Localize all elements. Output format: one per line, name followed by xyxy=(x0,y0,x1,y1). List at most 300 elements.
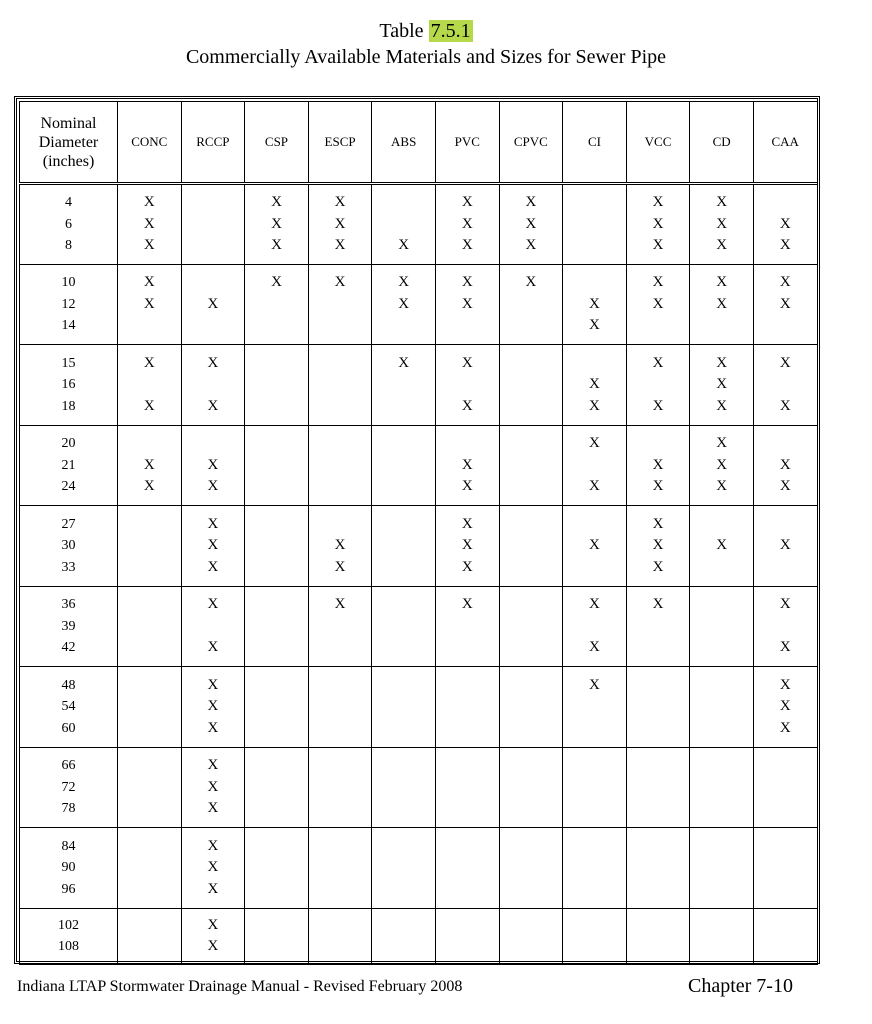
availability-mark: X xyxy=(589,376,600,392)
availability-mark xyxy=(500,915,563,937)
availability-cell-rccp xyxy=(181,586,245,667)
availability-cell-caa xyxy=(753,667,817,748)
diameter-value: 66 xyxy=(61,758,76,773)
availability-mark: X xyxy=(461,558,473,575)
availability-cell-pvc xyxy=(435,345,499,426)
availability-mark xyxy=(245,514,308,536)
availability-mark xyxy=(372,755,435,777)
table-title-line xyxy=(0,18,852,44)
availability-mark xyxy=(372,637,435,659)
diameter-cell xyxy=(20,747,118,828)
availability-cell-csp xyxy=(245,345,309,426)
availability-mark xyxy=(500,455,563,477)
availability-cell-ci xyxy=(563,264,627,345)
header-line: Nominal xyxy=(40,114,97,132)
availability-mark: X xyxy=(143,456,155,473)
diameter-value: 42 xyxy=(61,640,76,655)
diameter-value: 6 xyxy=(65,216,72,232)
availability-mark xyxy=(118,836,181,858)
availability-mark: X xyxy=(334,537,346,553)
availability-cell-conc xyxy=(118,425,182,506)
availability-mark xyxy=(436,936,499,958)
availability-mark: X xyxy=(652,456,664,473)
availability-mark xyxy=(500,836,563,858)
availability-mark xyxy=(436,637,499,659)
availability-cell-escp xyxy=(308,747,372,828)
diameter-cell xyxy=(20,667,118,748)
availability-mark: X xyxy=(334,215,346,232)
availability-mark: X xyxy=(779,596,791,612)
availability-cell-pvc xyxy=(435,747,499,828)
availability-mark: X xyxy=(207,880,219,897)
availability-cell-escp xyxy=(308,667,372,748)
diameter-cell xyxy=(20,345,118,426)
availability-cell-caa xyxy=(753,345,817,426)
availability-cell-cpvc xyxy=(499,184,563,265)
availability-mark: X xyxy=(716,194,728,210)
availability-mark: X xyxy=(271,215,282,232)
availability-mark xyxy=(245,315,308,337)
availability-cell-ci xyxy=(563,345,627,426)
availability-mark: X xyxy=(779,397,791,414)
availability-mark: X xyxy=(143,215,155,232)
diameter-value: 24 xyxy=(61,479,76,494)
availability-cell-conc xyxy=(118,345,182,426)
availability-cell-rccp xyxy=(181,345,245,426)
availability-cell-escp xyxy=(308,908,372,964)
availability-mark: X xyxy=(207,537,219,553)
header-line: Diameter xyxy=(38,133,99,151)
availability-mark: X xyxy=(589,676,600,693)
availability-cell-rccp xyxy=(181,667,245,748)
availability-mark xyxy=(500,315,563,337)
column-header-nominal-diameter xyxy=(20,102,118,184)
availability-cell-ci xyxy=(563,667,627,748)
availability-mark xyxy=(245,798,308,820)
availability-cell-escp xyxy=(308,345,372,426)
availability-mark: X xyxy=(334,558,346,575)
availability-mark: X xyxy=(716,376,728,392)
availability-mark xyxy=(309,675,372,697)
availability-cell-abs xyxy=(372,908,436,964)
availability-mark xyxy=(563,798,626,820)
diameter-cell xyxy=(20,908,118,964)
availability-cell-cpvc xyxy=(499,828,563,909)
availability-mark xyxy=(500,557,563,579)
availability-mark: X xyxy=(652,215,664,232)
availability-mark: X xyxy=(461,596,473,612)
column-header-pvc: PVC xyxy=(435,102,499,184)
availability-mark xyxy=(182,235,245,257)
availability-mark xyxy=(563,777,626,799)
availability-mark: X xyxy=(207,757,219,773)
availability-cell-cd xyxy=(690,345,754,426)
diameter-value: 21 xyxy=(61,457,76,473)
availability-mark: X xyxy=(461,237,473,253)
availability-mark: X xyxy=(652,274,664,290)
availability-mark xyxy=(245,455,308,477)
availability-mark xyxy=(372,214,435,236)
availability-cell-escp xyxy=(308,506,372,587)
availability-cell-cd xyxy=(690,184,754,265)
availability-mark xyxy=(563,192,626,214)
availability-cell-pvc xyxy=(435,586,499,667)
availability-mark: X xyxy=(779,719,791,736)
availability-mark xyxy=(245,936,308,958)
availability-cell-cd xyxy=(690,506,754,587)
availability-mark xyxy=(500,718,563,740)
availability-cell-abs xyxy=(372,828,436,909)
availability-cell-abs xyxy=(372,506,436,587)
diameter-value: 27 xyxy=(61,516,76,532)
availability-mark xyxy=(372,798,435,820)
table-row xyxy=(20,264,818,345)
availability-mark xyxy=(245,535,308,557)
availability-mark xyxy=(754,879,817,901)
availability-cell-abs xyxy=(372,264,436,345)
availability-mark xyxy=(245,294,308,316)
availability-mark xyxy=(563,879,626,901)
availability-mark: X xyxy=(398,295,410,312)
availability-cell-vcc xyxy=(626,184,690,265)
table-row xyxy=(20,667,818,748)
availability-mark xyxy=(627,857,690,879)
availability-mark xyxy=(500,594,563,616)
availability-mark xyxy=(690,915,753,937)
diameter-cell xyxy=(20,425,118,506)
availability-cell-escp xyxy=(308,828,372,909)
availability-cell-csp xyxy=(245,586,309,667)
availability-mark: X xyxy=(207,354,219,371)
table-row xyxy=(20,586,818,667)
diameter-value: 16 xyxy=(61,377,76,392)
availability-mark xyxy=(372,777,435,799)
availability-mark xyxy=(372,433,435,455)
availability-mark xyxy=(372,675,435,697)
availability-mark xyxy=(563,915,626,937)
diameter-cell xyxy=(20,506,118,587)
availability-mark: X xyxy=(716,397,728,414)
availability-mark: X xyxy=(716,435,728,451)
availability-mark: X xyxy=(652,558,664,575)
availability-mark xyxy=(563,755,626,777)
availability-mark: X xyxy=(461,537,473,553)
availability-mark xyxy=(309,836,372,858)
availability-mark xyxy=(372,476,435,498)
availability-cell-vcc xyxy=(626,586,690,667)
table-row xyxy=(20,828,818,909)
availability-mark xyxy=(245,915,308,937)
availability-cell-vcc xyxy=(626,828,690,909)
column-header-caa: CAA xyxy=(753,102,817,184)
availability-mark: X xyxy=(779,295,791,312)
availability-cell-ci xyxy=(563,747,627,828)
availability-cell-caa xyxy=(753,264,817,345)
availability-mark: X xyxy=(207,558,219,575)
availability-mark xyxy=(754,616,817,638)
availability-cell-vcc xyxy=(626,345,690,426)
diameter-value: 18 xyxy=(61,398,76,414)
availability-mark: X xyxy=(716,215,728,232)
availability-mark xyxy=(500,696,563,718)
availability-mark xyxy=(118,594,181,616)
availability-mark: X xyxy=(589,537,600,553)
availability-mark: X xyxy=(143,397,155,414)
availability-mark xyxy=(372,514,435,536)
availability-cell-rccp xyxy=(181,506,245,587)
availability-mark xyxy=(754,433,817,455)
availability-mark: X xyxy=(716,354,728,371)
availability-mark: X xyxy=(525,194,537,210)
availability-mark: X xyxy=(398,354,410,371)
availability-mark: X xyxy=(461,194,473,210)
availability-cell-conc xyxy=(118,667,182,748)
title-prefix: Table xyxy=(379,20,429,42)
availability-mark xyxy=(500,535,563,557)
availability-mark: X xyxy=(207,295,219,312)
table-number-highlight: 7.5.1 xyxy=(430,20,471,42)
diameter-value: 33 xyxy=(61,559,76,575)
availability-mark xyxy=(309,879,372,901)
diameter-value: 39 xyxy=(61,618,76,634)
availability-mark xyxy=(563,857,626,879)
availability-mark xyxy=(245,557,308,579)
availability-cell-cd xyxy=(690,425,754,506)
pipe-materials-table xyxy=(19,101,818,965)
availability-mark xyxy=(309,294,372,316)
availability-mark xyxy=(436,755,499,777)
availability-mark xyxy=(690,557,753,579)
diameter-value: 60 xyxy=(61,720,76,736)
availability-cell-cd xyxy=(690,264,754,345)
availability-mark: X xyxy=(207,676,219,693)
availability-mark xyxy=(436,675,499,697)
availability-cell-ci xyxy=(563,506,627,587)
availability-mark: X xyxy=(461,397,473,414)
availability-cell-conc xyxy=(118,908,182,964)
availability-mark: X xyxy=(334,194,346,210)
availability-mark xyxy=(372,836,435,858)
availability-mark: X xyxy=(271,194,282,210)
availability-mark xyxy=(500,675,563,697)
availability-mark: X xyxy=(716,478,728,494)
diameter-value: 102 xyxy=(58,917,79,933)
availability-mark xyxy=(500,374,563,396)
availability-mark xyxy=(563,514,626,536)
availability-cell-csp xyxy=(245,506,309,587)
availability-mark xyxy=(627,637,690,659)
availability-mark xyxy=(118,535,181,557)
availability-cell-cd xyxy=(690,667,754,748)
availability-mark xyxy=(245,396,308,418)
availability-mark xyxy=(563,214,626,236)
availability-mark xyxy=(309,374,372,396)
diameter-value: 20 xyxy=(61,436,76,451)
availability-mark xyxy=(309,936,372,958)
footer-manual-title: Indiana LTAP Stormwater Drainage Manual - Revised February 2008 xyxy=(17,978,463,995)
table-row xyxy=(20,345,818,426)
availability-mark: X xyxy=(207,800,219,816)
availability-cell-vcc xyxy=(626,667,690,748)
diameter-value: 84 xyxy=(61,838,76,854)
availability-mark xyxy=(563,557,626,579)
column-header-vcc: VCC xyxy=(626,102,690,184)
availability-cell-escp xyxy=(308,184,372,265)
availability-mark xyxy=(690,696,753,718)
table-row xyxy=(20,425,818,506)
availability-mark: X xyxy=(589,478,600,494)
diameter-value: 15 xyxy=(61,355,76,371)
availability-mark xyxy=(563,696,626,718)
table-header-row xyxy=(20,102,818,184)
availability-mark xyxy=(372,535,435,557)
availability-mark: X xyxy=(461,274,473,290)
availability-mark xyxy=(309,476,372,498)
availability-mark xyxy=(436,915,499,937)
availability-mark xyxy=(372,718,435,740)
diameter-value: 108 xyxy=(58,939,79,954)
availability-mark xyxy=(563,455,626,477)
availability-mark: X xyxy=(143,354,155,371)
footer-chapter-page: Chapter 7-10 xyxy=(688,975,793,997)
diameter-cell xyxy=(20,184,118,265)
availability-cell-caa xyxy=(753,184,817,265)
availability-mark xyxy=(309,857,372,879)
column-header-ci: CI xyxy=(563,102,627,184)
availability-mark: X xyxy=(461,354,473,371)
availability-cell-pvc xyxy=(435,184,499,265)
availability-mark: X xyxy=(207,456,219,473)
availability-cell-abs xyxy=(372,184,436,265)
availability-mark xyxy=(245,374,308,396)
availability-cell-abs xyxy=(372,425,436,506)
availability-mark: X xyxy=(143,295,155,312)
availability-mark xyxy=(436,836,499,858)
availability-mark xyxy=(372,696,435,718)
availability-mark xyxy=(690,857,753,879)
availability-mark: X xyxy=(525,274,537,290)
availability-cell-abs xyxy=(372,667,436,748)
availability-mark xyxy=(754,755,817,777)
availability-mark xyxy=(118,755,181,777)
availability-mark xyxy=(754,514,817,536)
availability-cell-ci xyxy=(563,184,627,265)
availability-mark xyxy=(118,374,181,396)
availability-mark xyxy=(372,857,435,879)
availability-mark xyxy=(309,353,372,375)
availability-cell-escp xyxy=(308,425,372,506)
availability-mark: X xyxy=(207,859,219,875)
availability-mark xyxy=(118,777,181,799)
availability-mark: X xyxy=(398,274,410,290)
availability-mark xyxy=(372,616,435,638)
availability-cell-cpvc xyxy=(499,264,563,345)
availability-mark: X xyxy=(716,295,728,312)
availability-mark xyxy=(690,836,753,858)
column-header-conc: CONC xyxy=(118,102,182,184)
availability-mark: X xyxy=(652,515,664,532)
availability-cell-conc xyxy=(118,264,182,345)
availability-mark: X xyxy=(589,317,600,333)
availability-mark: X xyxy=(207,639,219,655)
availability-mark: X xyxy=(143,478,155,494)
availability-cell-rccp xyxy=(181,264,245,345)
availability-mark xyxy=(500,514,563,536)
availability-mark xyxy=(754,936,817,958)
availability-mark: X xyxy=(716,237,728,253)
availability-mark: X xyxy=(652,397,664,414)
availability-cell-caa xyxy=(753,747,817,828)
availability-mark xyxy=(563,836,626,858)
availability-mark xyxy=(627,675,690,697)
availability-mark xyxy=(500,879,563,901)
availability-mark: X xyxy=(207,719,219,736)
column-header-abs: ABS xyxy=(372,102,436,184)
availability-mark xyxy=(245,594,308,616)
availability-mark xyxy=(627,836,690,858)
availability-mark xyxy=(118,675,181,697)
availability-mark xyxy=(436,433,499,455)
availability-mark xyxy=(436,777,499,799)
availability-mark: X xyxy=(652,537,664,553)
availability-mark: X xyxy=(779,215,791,232)
availability-mark: X xyxy=(779,237,791,253)
availability-mark: X xyxy=(652,237,664,253)
availability-mark: X xyxy=(207,596,219,612)
availability-mark xyxy=(754,192,817,214)
availability-mark xyxy=(627,433,690,455)
availability-mark xyxy=(182,214,245,236)
availability-mark xyxy=(690,798,753,820)
column-header-cpvc: CPVC xyxy=(499,102,563,184)
availability-cell-abs xyxy=(372,345,436,426)
availability-mark: X xyxy=(652,354,664,371)
table-row xyxy=(20,747,818,828)
availability-cell-vcc xyxy=(626,506,690,587)
availability-mark xyxy=(182,374,245,396)
availability-mark xyxy=(690,755,753,777)
diameter-value: 8 xyxy=(65,238,72,253)
availability-mark xyxy=(182,433,245,455)
availability-mark: X xyxy=(461,456,473,473)
availability-mark xyxy=(627,718,690,740)
availability-mark xyxy=(690,637,753,659)
availability-mark xyxy=(372,879,435,901)
availability-mark: X xyxy=(207,837,219,854)
availability-mark: X xyxy=(652,478,664,494)
availability-mark: X xyxy=(461,295,473,312)
availability-mark: X xyxy=(652,596,664,612)
availability-mark xyxy=(690,616,753,638)
availability-cell-conc xyxy=(118,747,182,828)
availability-mark xyxy=(690,514,753,536)
availability-cell-rccp xyxy=(181,184,245,265)
availability-cell-cpvc xyxy=(499,506,563,587)
availability-mark: X xyxy=(207,698,219,714)
availability-mark: X xyxy=(461,215,473,232)
availability-mark: X xyxy=(207,397,219,414)
availability-mark: X xyxy=(589,639,600,655)
column-header-escp: ESCP xyxy=(308,102,372,184)
availability-mark xyxy=(627,616,690,638)
availability-mark: X xyxy=(207,938,219,954)
availability-mark xyxy=(245,755,308,777)
availability-mark xyxy=(754,777,817,799)
availability-mark xyxy=(690,594,753,616)
availability-cell-vcc xyxy=(626,425,690,506)
diameter-value: 14 xyxy=(61,318,76,333)
availability-mark xyxy=(118,879,181,901)
